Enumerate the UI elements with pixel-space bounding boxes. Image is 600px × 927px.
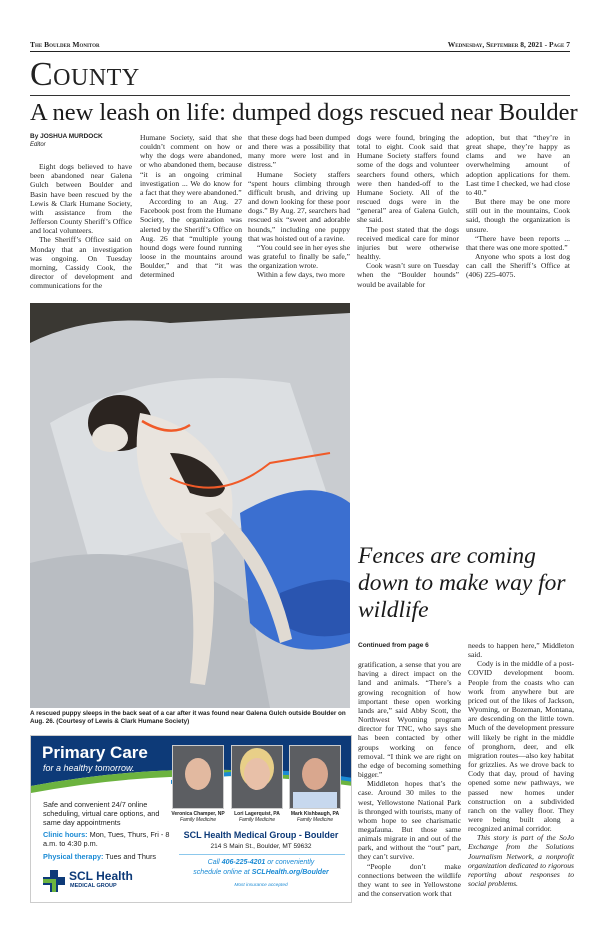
doctor-name: Mark Kishbaugh, PA <box>290 811 340 817</box>
paragraph: Cody is in the middle of a post-COVID development boom. People from the coasts who can work from anywhere but are priced out of the likes of Jackson, Wyoming, or Bozeman, Montana, are descending on the little town. Much of the development pressure will likely be right in the middle of pronghorn, deer, and elk migration routes—also key habitat for grizzlies. As we drove back to Cody that day, proud of having opened some new pathways, we passed new homes under construction on a subdivided ranch on the valley floor. They were being built along a recognized animal corridor. <box>468 659 574 834</box>
ad-tagline: for a healthy tomorrow. <box>43 763 135 773</box>
story-headline: A new leash on life: dumped dogs rescued near Boulder <box>30 99 578 126</box>
physical-therapy <box>43 852 183 861</box>
website-link[interactable]: SCLHealth.org/Boulder <box>251 869 329 876</box>
online-line <box>171 869 351 876</box>
paragraph: Humane Society, said that she couldn’t comment on how or why the dogs were abandoned, or who abandoned them, because “it is an ongoing criminal investigation ... We do know for a fact that they were abandoned.” <box>140 133 242 197</box>
story2-column-2 <box>468 641 574 888</box>
paragraph: The post stated that the dogs received medical care for minor injuries but were otherwise healthy. <box>357 224 459 262</box>
call-line <box>171 859 351 866</box>
story-column-5 <box>466 133 570 280</box>
byline: By JOSHUA MURDOCK <box>30 133 103 140</box>
section-title: County <box>30 56 140 93</box>
story-note: This story is part of the SoJo Exchange from the Solutions Journalism Network, a nonprofit organization dedicated to rigorous reporting about responses to social problems. <box>468 833 574 889</box>
pt-label: Physical therapy: <box>43 852 104 861</box>
insurance-note: Most insurance accepted <box>234 883 288 888</box>
story2-headline: Fences are coming down to make way for wildlife <box>358 543 566 623</box>
phone-number[interactable]: 406-225-4201 <box>221 859 266 866</box>
ad-intro: Safe and convenient 24/7 online scheduling, virtual care options, and same day appointments <box>43 800 160 827</box>
doctor-photo <box>289 745 341 809</box>
call-text: or conveniently <box>265 859 315 866</box>
paragraph: gratification, a sense that you are having a direct impact on the land and animals. “There’s a growing recognition of how important these open working lands are,” said Abby Scott, the Northwest Wyoming program director for TNC, who says she has been contacted by other groups working on fence removal. “I think we are right on the edge of becoming something bigger.” <box>358 660 461 780</box>
date-page: Wednesday, September 8, 2021 - Page 7 <box>447 40 570 49</box>
paragraph: that these dogs had been dumped and there was a possibility that many more were lost and in distress.” <box>248 133 350 170</box>
doctor-role: Family Medicine <box>179 817 217 823</box>
paragraph: Humane Society staffers “spent hours climbing through difficult brush, and driving up and down looking for these poor dogs.” By Aug. 27, searchers had rescued six “sweet and adorable hounds,” including one puppy that was hoisted out of a ravine. <box>248 169 350 243</box>
doctor-name: Veronica Champer, NP <box>171 811 225 817</box>
divider <box>30 95 570 96</box>
doctor-role: Family Medicine <box>238 817 276 823</box>
clinic-hours-label: Clinic hours: <box>43 830 88 839</box>
doctor-role: Family Medicine <box>296 817 334 823</box>
call-text: Call <box>207 859 222 866</box>
paragraph: “People don’t make connections between the wildlife they want to see in Yellowstone and the conservation work that <box>358 861 461 899</box>
byline-role: Editor <box>30 142 46 148</box>
paragraph: But there may be one more still out in the mountains, Cook said, though the organization is unsure. <box>466 197 570 234</box>
clinic-name: SCL Health Medical Group - Boulder <box>183 830 339 840</box>
story-column-3 <box>248 133 350 280</box>
story-column-4 <box>357 133 459 289</box>
paragraph: “You could see in her eyes she was grateful to finally be safe,” the organization wrote. <box>248 242 350 271</box>
paper-name: The Boulder Monitor <box>30 40 100 49</box>
clinic-address: 214 S Main St., Boulder, MT 59632 <box>210 843 312 850</box>
paragraph: According to an Aug. 27 Facebook post from the Humane Society, the organization was alerted by the Sheriff’s Office on Aug. 26 that “multiple young hound dogs were found running loose in the mountains around Boulder,” and that “it was determined <box>140 197 242 280</box>
story2-column-1 <box>358 641 461 898</box>
story-column-1 <box>30 133 132 290</box>
photo-caption: A rescued puppy sleeps in the back seat of a car after it was found near Galena Gulch outside Boulder on Aug. 26. (Courtesy of Lewis & Clark Humane Society) <box>30 710 346 725</box>
masthead <box>30 40 570 52</box>
paragraph: needs to happen here,” Middleton said. <box>468 641 574 660</box>
doctor-photo <box>172 745 224 809</box>
scl-cross-logo-icon <box>43 870 65 892</box>
logo-subtitle: MEDICAL GROUP <box>70 883 117 889</box>
paragraph: Cook wasn’t sure on Tuesday when the “Boulder hounds” would be available for <box>357 261 459 289</box>
divider <box>179 854 345 855</box>
paragraph: adoption, but that “they’re in great shape, they’re happy as clams and we have an overwhelming amount of adoption applications for them. Last time I checked, we had close to 40.” <box>466 133 570 197</box>
clinic-hours-value: Mon, Tues, Thurs, Fri - 8 a.m. to 4:30 p.m. <box>43 830 170 848</box>
continued-from: Continued from page 6 <box>358 642 429 649</box>
paragraph: Middleton hopes that’s the case. Around 30 miles to the west, Yellowstone National Park is thronged with tourists, many of whom hope to see charismatic megafauna. But those same animals migrate in and out of the park, and without the “out” part, they can’t survive. <box>358 779 461 862</box>
dog-photo <box>30 303 350 708</box>
paragraph: Within a few days, two more <box>257 270 345 280</box>
logo-name: SCL Health <box>69 869 133 883</box>
pt-hours: Tues and Thurs <box>105 852 157 861</box>
paragraph: Anyone who spots a lost dog can call the Sheriff’s Office at (406) 225-4075. <box>466 252 570 280</box>
paragraph: “There have been reports ... that there was one more spotted.” <box>466 233 570 252</box>
dog-in-car-image <box>30 303 350 708</box>
doctor-name: Lori Lagerquist, PA <box>234 811 280 817</box>
ad-title: Primary Care <box>42 743 148 762</box>
advertisement-scl-health[interactable] <box>30 735 352 903</box>
paragraph: Eight dogs believed to have been abandoned near Galena Gulch between Boulder and Basin have been rescued by the Lewis & Clark Humane Society, with assistance from the Jefferson County Sheriff’s Office and local volunteers. <box>30 162 132 236</box>
clinic-hours <box>43 830 171 848</box>
story-column-2 <box>140 133 242 280</box>
doctor-photo <box>231 745 283 809</box>
paragraph: dogs were found, bringing the total to eight. Cook said that Humane Society staffers found some of the dogs and volunteer searchers found others, which were then handed-off to the Humane Society. All of the rescued dogs were in the “general” area of Galena Gulch, she said. <box>357 133 459 225</box>
online-text: schedule online at <box>193 869 252 876</box>
paragraph: The Sheriff’s Office said on Monday that an investigation was ongoing. On Tuesday morning, Cassidy Cook, the director of development and communications for the <box>30 235 132 291</box>
